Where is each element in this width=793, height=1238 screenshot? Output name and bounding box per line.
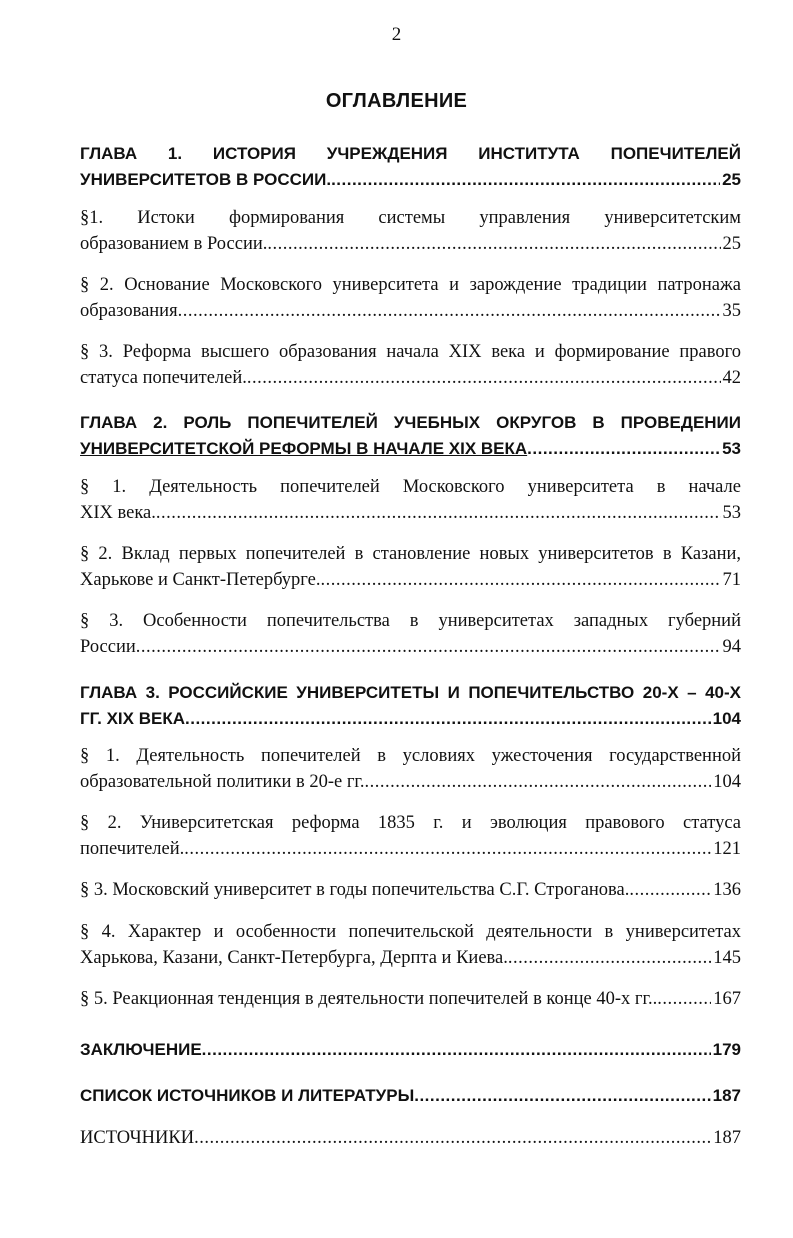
toc-chapter-1[interactable]	[80, 141, 741, 193]
toc-entry-text: § 3. Реформа высшего образования начала XIX века и формирование правого	[80, 342, 741, 362]
dot-leader	[321, 567, 721, 593]
toc-section-2-2[interactable]	[80, 541, 741, 593]
toc-page-number: 104	[713, 772, 741, 792]
toc-page-number: 53	[722, 503, 741, 523]
toc-page-number: 104	[712, 709, 741, 728]
toc-chapter-2[interactable]	[80, 410, 741, 462]
dot-leader	[365, 769, 712, 795]
toc-entry-text-cont: статуса попечителей.	[80, 368, 247, 388]
toc-entry-text: ГЛАВА 1. ИСТОРИЯ УЧРЕЖДЕНИЯ ИНСТИТУТА ПОПЕЧИТЕЛЕЙ	[80, 144, 741, 163]
toc-entry-text: § 1. Деятельность попечителей в условиях ужесточения государственной	[80, 746, 741, 766]
toc-page-number: 25	[722, 170, 741, 189]
dot-leader	[185, 706, 711, 732]
toc-entry-text: § 1. Деятельность попечителей Московского университета в начале	[80, 477, 741, 497]
dot-leader	[527, 436, 720, 462]
toc-entry-text-cont: образования	[80, 301, 178, 321]
toc-entry-text-cont: попечителей.	[80, 839, 185, 859]
dot-leader	[194, 1125, 711, 1151]
toc-entry-text-cont: Харькова, Казани, Санкт-Петербурга, Дерпта и Киева.	[80, 948, 508, 968]
toc-page-number: 187	[713, 1128, 741, 1148]
toc-page-number: 145	[713, 948, 741, 968]
toc-section-1-1[interactable]	[80, 205, 741, 257]
toc-page-number: 35	[722, 301, 741, 321]
toc-section-1-2[interactable]	[80, 272, 741, 324]
toc-page-number: 25	[722, 234, 741, 254]
page-number: 2	[391, 24, 402, 45]
toc-bibliography[interactable]	[80, 1083, 741, 1109]
toc-entry-text-cont: образованием в России.	[80, 234, 268, 254]
toc-section-3-1[interactable]	[80, 743, 741, 795]
dot-leader	[202, 1037, 711, 1063]
toc-chapter-3[interactable]	[80, 680, 741, 732]
toc-entry-text: ГЛАВА 3. РОССИЙСКИЕ УНИВЕРСИТЕТЫ И ПОПЕЧИТЕЛЬСТВО 20-Х – 40-Х	[80, 683, 741, 702]
dot-leader	[267, 231, 720, 257]
dot-leader	[414, 1083, 710, 1109]
dot-leader	[657, 986, 711, 1012]
toc-entry-text: § 3. Особенности попечительства в университетах западных губерний	[80, 611, 741, 631]
toc-entry-text: § 2. Основание Московского университета и зарождение традиции патронажа	[80, 275, 741, 295]
toc-page-number: 136	[713, 880, 741, 900]
toc-entry-text: § 2. Университетская реформа 1835 г. и эволюция правового статуса	[80, 813, 741, 833]
toc-section-3-3[interactable]	[80, 877, 741, 903]
toc-section-1-3[interactable]	[80, 339, 741, 391]
toc-section-2-1[interactable]	[80, 474, 741, 526]
toc-section-3-2[interactable]	[80, 810, 741, 862]
toc-section-3-5[interactable]	[80, 986, 741, 1012]
toc-entry-text-cont: ГГ. XIX ВЕКА	[80, 709, 185, 728]
toc-page-number: 94	[722, 637, 741, 657]
toc-entry-text: § 2. Вклад первых попечителей в становление новых университетов в Казани,	[80, 544, 741, 564]
toc-entry-text: § 3. Московский университет в годы попечительства С.Г. Строганова.	[80, 880, 630, 900]
toc-entry-text-cont: УНИВЕРСИТЕТОВ В РОССИИ.	[80, 170, 332, 189]
toc-sources[interactable]	[80, 1125, 741, 1151]
toc-entry-text: СПИСОК ИСТОЧНИКОВ И ЛИТЕРАТУРЫ	[80, 1086, 415, 1105]
dot-leader	[136, 634, 721, 660]
toc-entry-text: ЗАКЛЮЧЕНИЕ	[80, 1040, 202, 1059]
toc-entry-text-cont: УНИВЕРСИТЕТСКОЙ РЕФОРМЫ В НАЧАЛЕ XIX ВЕКА	[80, 439, 528, 458]
toc-page-number: 167	[713, 989, 741, 1009]
toc-page-number: 42	[722, 368, 741, 388]
toc-page-number: 121	[713, 839, 741, 859]
toc-page-number: 53	[722, 439, 741, 458]
toc-entry-text: § 5. Реакционная тенденция в деятельности попечителей в конце 40-х гг..	[80, 989, 658, 1009]
dot-leader	[178, 298, 721, 324]
toc-page-number: 179	[712, 1040, 741, 1059]
dot-leader	[508, 945, 711, 971]
toc-entry-text-cont: образовательной политики в 20-е гг.	[80, 772, 365, 792]
dot-leader	[156, 500, 721, 526]
toc-section-3-4[interactable]	[80, 919, 741, 971]
dot-leader	[331, 167, 720, 193]
dot-leader	[629, 877, 711, 903]
page-title: ОГЛАВЛЕНИЕ	[325, 90, 468, 112]
dot-leader	[184, 836, 711, 862]
toc-entry-text-cont: Харькове и Санкт-Петербурге.	[80, 570, 321, 590]
dot-leader	[247, 365, 721, 391]
toc-entry-text: § 4. Характер и особенности попечительской деятельности в университетах	[80, 922, 741, 942]
toc-page-number: 187	[712, 1086, 741, 1105]
toc-section-2-3[interactable]	[80, 608, 741, 660]
toc-entry-text-cont: России	[80, 637, 136, 657]
toc-entry-text: §1. Истоки формирования системы управления университетским	[80, 208, 741, 228]
toc-entry-text: ИСТОЧНИКИ	[80, 1128, 195, 1148]
toc-conclusion[interactable]	[80, 1037, 741, 1063]
toc-entry-text: ГЛАВА 2. РОЛЬ ПОПЕЧИТЕЛЕЙ УЧЕБНЫХ ОКРУГОВ В ПРОВЕДЕНИИ	[80, 413, 741, 432]
toc-page-number: 71	[722, 570, 741, 590]
toc-entry-text-cont: XIX века.	[80, 503, 156, 523]
